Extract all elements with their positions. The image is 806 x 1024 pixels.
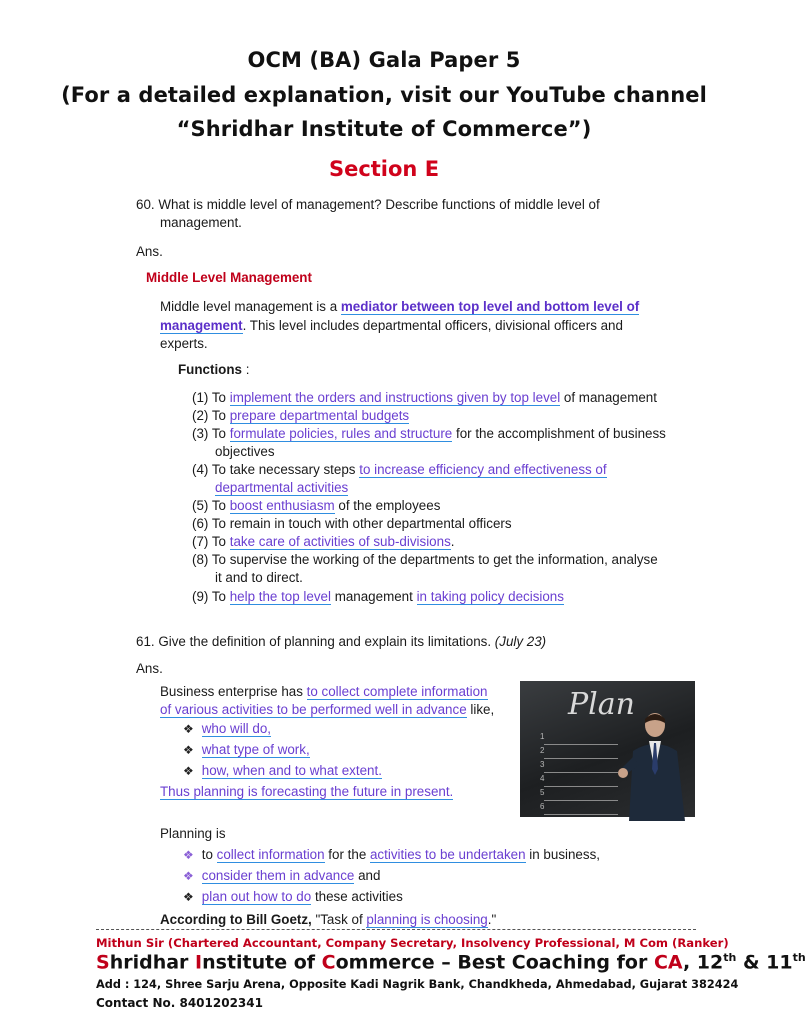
q61-conclusion: [160, 783, 453, 801]
diamond-bullet-icon: ❖: [183, 764, 194, 778]
q60-definition-line-2: management. This level includes departmental officers, divisional officers and: [160, 318, 623, 333]
q61-ans-label: Ans.: [136, 661, 163, 676]
q60-question-line-1: 60. What is middle level of management? Describe functions of middle level of: [136, 197, 600, 212]
link-boost-enthusiasm[interactable]: boost enthusiasm: [229, 498, 335, 513]
q61-bullet-1: [183, 720, 271, 738]
photo-lined-list: [540, 731, 618, 815]
function-item-9: (9) To help the top level management in taking policy decisions: [192, 589, 564, 604]
link-formulate-policies[interactable]: formulate policies, rules and structure: [229, 426, 453, 441]
q60-heading: Middle Level Management: [146, 270, 312, 285]
function-item-2: (2) To prepare departmental budgets: [192, 408, 410, 423]
q61-question: 61. Give the definition of planning and explain its limitations. (July 23): [136, 634, 547, 649]
link-plan-out[interactable]: plan out how to do: [201, 889, 312, 904]
title-line-2: (For a detailed explanation, visit our YouTube channel: [61, 83, 707, 107]
footer-address: Add : 124, Shree Sarju Arena, Opposite Kadi Nagrik Bank, Chandkheda, Ahmedabad, Gujarat 382424: [96, 978, 739, 991]
link-type-of-work[interactable]: what type of work,: [201, 742, 310, 757]
link-consider-in-advance[interactable]: consider them in advance: [201, 868, 355, 883]
function-item-5: (5) To boost enthusiasm of the employees: [192, 498, 441, 513]
function-item-1: (1) To implement the orders and instructions given by top level of management: [192, 390, 657, 405]
title-line-3: “Shridhar Institute of Commerce”): [176, 117, 592, 141]
link-how-when[interactable]: how, when and to what extent.: [201, 763, 382, 778]
footer-mithun-sir: Mithun Sir (Chartered Accountant, Company Secretary, Insolvency Professional, M Com (Ranker): [96, 936, 729, 950]
planning-bullet-3: ❖ plan out how to do these activities: [183, 889, 403, 904]
photo-line: 2: [544, 745, 618, 759]
function-item-3: (3) To formulate policies, rules and structure for the accomplishment of business: [192, 426, 666, 441]
photo-line: 3: [544, 759, 618, 773]
link-departmental-budgets[interactable]: prepare departmental budgets: [229, 408, 410, 423]
diamond-bullet-icon: ❖: [183, 848, 194, 862]
q60-ans-label: Ans.: [136, 244, 163, 259]
link-collect-information[interactable]: collect information: [216, 847, 325, 862]
function-item-4: (4) To take necessary steps to increase efficiency and effectiveness of: [192, 462, 607, 477]
link-who-will-do[interactable]: who will do,: [201, 721, 271, 736]
link-help-top-level[interactable]: help the top level: [229, 589, 331, 604]
photo-line: 6: [544, 801, 618, 815]
functions-label: Functions :: [178, 362, 250, 377]
link-collect-complete-information[interactable]: to collect complete information: [306, 684, 488, 699]
link-implement-orders[interactable]: implement the orders and instructions given by top level: [229, 390, 561, 405]
q60-question-line-2: management.: [160, 215, 242, 230]
function-item-6: (6) To remain in touch with other departmental officers: [192, 516, 512, 531]
section-title: Section E: [328, 157, 440, 181]
q61-para-line-2: of various activities to be performed well in advance like,: [160, 702, 495, 717]
function-item-8-continued: it and to direct.: [215, 570, 303, 585]
q61-para-line-1: Business enterprise has to collect complete information: [160, 684, 488, 699]
function-item-4-continued: [215, 479, 348, 497]
q61-bullet-2: [183, 741, 310, 759]
diamond-bullet-icon: ❖: [183, 743, 194, 757]
link-management[interactable]: management: [160, 318, 243, 333]
q60-definition-line-1: Middle level management is a mediator between top level and bottom level of: [160, 299, 640, 314]
bill-goetz-quote: According to Bill Goetz, "Task of planning is choosing.": [160, 912, 497, 927]
footer-contact: Contact No. 8401202341: [96, 996, 263, 1010]
link-mediator[interactable]: mediator between top level and bottom level of: [340, 299, 640, 314]
link-departmental-activities[interactable]: departmental activities: [215, 480, 349, 495]
plan-photo: [520, 681, 695, 817]
link-increase-efficiency[interactable]: to increase efficiency and effectiveness of: [359, 462, 607, 477]
title-line-1: OCM (BA) Gala Paper 5: [247, 48, 521, 72]
link-sub-divisions[interactable]: take care of activities of sub-divisions: [229, 534, 451, 549]
diamond-bullet-icon: ❖: [183, 869, 194, 883]
businessman-figure-icon: [615, 711, 685, 821]
photo-line: 1: [544, 731, 618, 745]
link-activities-in-advance[interactable]: of various activities to be performed well in advance: [160, 702, 467, 717]
function-item-7: (7) To take care of activities of sub-divisions.: [192, 534, 455, 549]
planning-bullet-1: ❖ to collect information for the activities to be undertaken in business,: [183, 847, 600, 862]
link-policy-decisions[interactable]: in taking policy decisions: [416, 589, 564, 604]
footer-institute-name: Shridhar Institute of Commerce – Best Coaching for CA, 12th & 11th: [96, 951, 806, 974]
footer-divider: [96, 929, 696, 930]
link-forecasting-future[interactable]: Thus planning is forecasting the future in present.: [160, 784, 454, 799]
diamond-bullet-icon: ❖: [183, 890, 194, 904]
link-planning-is-choosing[interactable]: planning is choosing: [366, 912, 488, 927]
photo-line: 5: [544, 787, 618, 801]
planning-bullet-2: ❖ consider them in advance and: [183, 868, 381, 883]
q61-bullet-3: [183, 762, 382, 780]
link-activities-to-be-undertaken[interactable]: activities to be undertaken: [369, 847, 526, 862]
function-item-3-continued: objectives: [215, 444, 275, 459]
photo-line: 4: [544, 773, 618, 787]
photo-plan-title: Plan: [568, 687, 635, 722]
q60-definition-line-3: experts.: [160, 336, 208, 351]
diamond-bullet-icon: ❖: [183, 722, 194, 736]
planning-is-label: Planning is: [160, 826, 226, 841]
function-item-8: (8) To supervise the working of the departments to get the information, analyse: [192, 552, 658, 567]
